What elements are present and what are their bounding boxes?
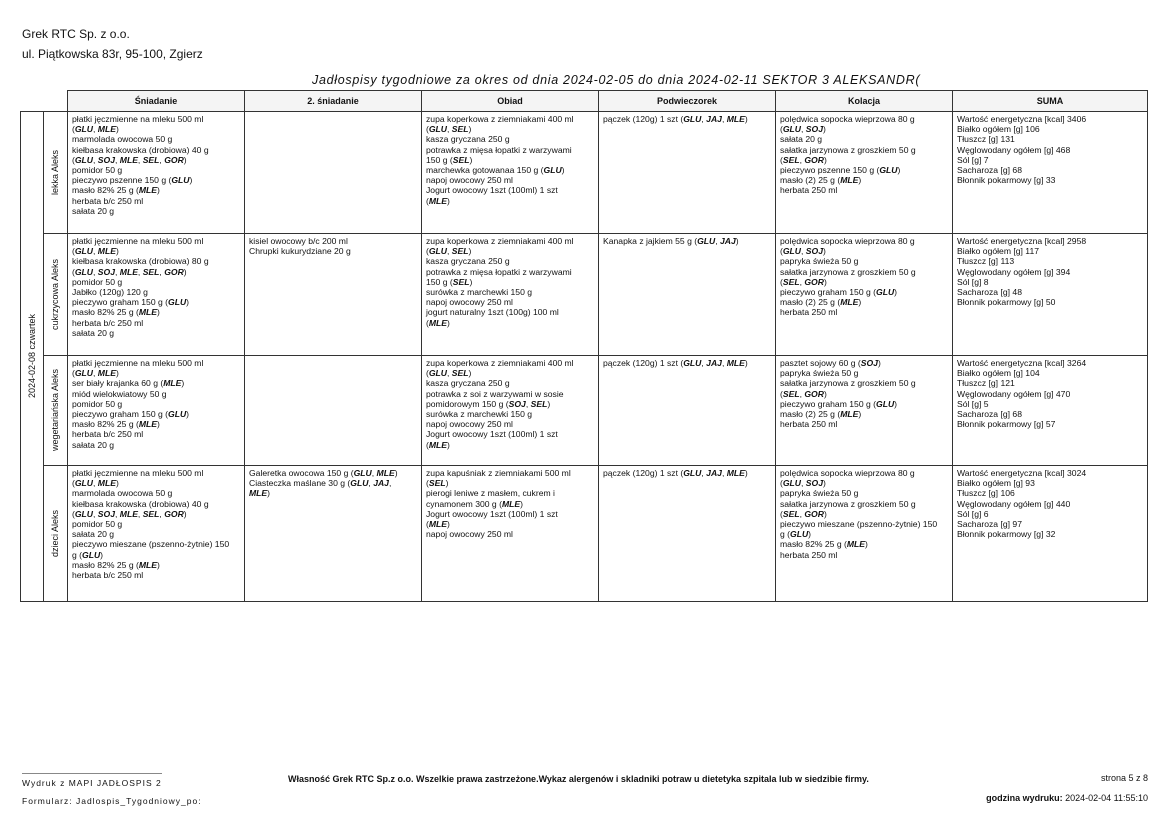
sniadanie-cell bbox=[68, 112, 245, 234]
footer-left bbox=[22, 773, 202, 810]
menu-line: Białko ogółem [g] 104 bbox=[957, 368, 1040, 379]
menu-line: napoj owocowy 250 ml bbox=[426, 175, 513, 186]
menu-line: pieczywo graham 150 g (GLU) bbox=[780, 398, 898, 409]
diet-name: wegetariańska Aleks bbox=[50, 369, 61, 452]
menu-line: Błonnik pokarmowy [g] 57 bbox=[957, 419, 1056, 430]
menu-line: herbata 250 ml bbox=[780, 185, 838, 196]
col-header-suma: SUMA bbox=[953, 91, 1148, 112]
menu-line: płatki jęczmienne na mleku 500 ml bbox=[72, 468, 204, 478]
menu-line: płatki jęczmienne na mleku 500 ml bbox=[72, 114, 204, 124]
date-cell bbox=[21, 112, 44, 602]
menu-line: płatki jęczmienne na mleku 500 ml bbox=[72, 358, 204, 368]
menu-line: napoj owocowy 250 ml bbox=[426, 529, 513, 540]
suma-cell bbox=[953, 112, 1148, 234]
menu-line: kasza gryczana 250 g bbox=[426, 256, 510, 267]
obiad-cell bbox=[422, 356, 599, 466]
sniadanie-cell bbox=[68, 234, 245, 356]
menu-line: napoj owocowy 250 ml bbox=[426, 297, 513, 308]
menu-line: Chrupki kukurydziane 20 g bbox=[249, 246, 351, 257]
menu-line: Sacharoza [g] 68 bbox=[957, 165, 1022, 176]
menu-line: pączek (120g) 1 szt (GLU, JAJ, MLE) bbox=[603, 114, 748, 124]
menu-line: g (GLU) bbox=[72, 549, 104, 560]
menu-line: Jabłko (120g) 120 g bbox=[72, 287, 148, 298]
col-header-obiad: Obiad bbox=[422, 91, 599, 112]
menu-line: herbata 250 ml bbox=[780, 307, 838, 318]
menu-line: polędwica sopocka wieprzowa 80 g bbox=[780, 468, 915, 478]
menu-line: pomidorowym 150 g (SOJ, SEL) bbox=[426, 398, 551, 409]
menu-line: (SEL, GOR) bbox=[780, 388, 827, 399]
print-time-value: 2024-02-04 11:55:10 bbox=[1065, 793, 1148, 803]
menu-line: Sól [g] 8 bbox=[957, 276, 989, 287]
menu-line: kiełbasa krakowska (drobiowa) 40 g bbox=[72, 144, 209, 155]
menu-line: Węglowodany ogółem [g] 394 bbox=[957, 266, 1071, 277]
col-header-kolacja: Kolacja bbox=[776, 91, 953, 112]
diet-row bbox=[21, 112, 1148, 234]
col-header-sniadanie: Śniadanie bbox=[68, 91, 245, 112]
menu-line: 150 g (SEL) bbox=[426, 154, 473, 165]
menu-line: herbata b/c 250 ml bbox=[72, 317, 144, 328]
menu-line: pomidor 50 g bbox=[72, 398, 123, 409]
menu-line: (GLU, MLE) bbox=[72, 124, 119, 135]
menu-line: (GLU, MLE) bbox=[72, 478, 119, 489]
menu-line: Jogurt owocowy 1szt (100ml) 1 szt bbox=[426, 508, 558, 519]
menu-line: (GLU, SOJ, MLE, SEL, GOR) bbox=[72, 266, 187, 277]
menu-line: pączek (120g) 1 szt (GLU, JAJ, MLE) bbox=[603, 468, 748, 478]
menu-line: Wartość energetyczna [kcal] 3264 bbox=[957, 358, 1087, 368]
menu-line: Węglowodany ogółem [g] 468 bbox=[957, 144, 1071, 155]
menu-line: polędwica sopocka wieprzowa 80 g bbox=[780, 236, 915, 246]
menu-line: Tłuszcz [g] 106 bbox=[957, 488, 1015, 499]
menu-line: Błonnik pokarmowy [g] 33 bbox=[957, 175, 1056, 186]
diet-name: cukrzycowa Aleks bbox=[50, 258, 61, 331]
menu-line: papryka świeża 50 g bbox=[780, 256, 859, 267]
menu-line: ser biały krajanka 60 g (MLE) bbox=[72, 378, 185, 389]
menu-line: herbata 250 ml bbox=[780, 419, 838, 430]
menu-line: (GLU, MLE) bbox=[72, 368, 119, 379]
menu-line: (GLU, SOJ) bbox=[780, 124, 826, 135]
menu-line: Galeretka owocowa 150 g (GLU, MLE) bbox=[249, 468, 398, 478]
menu-line: (GLU, SOJ) bbox=[780, 478, 826, 489]
menu-line: Sacharoza [g] 68 bbox=[957, 409, 1022, 420]
podwieczorek-cell bbox=[599, 466, 776, 602]
header-blank bbox=[21, 91, 44, 112]
menu-line: Białko ogółem [g] 117 bbox=[957, 246, 1040, 257]
menu-line: masło (2) 25 g (MLE) bbox=[780, 175, 862, 186]
menu-line: Białko ogółem [g] 93 bbox=[957, 478, 1035, 489]
menu-line: kiełbasa krakowska (drobiowa) 40 g bbox=[72, 498, 209, 509]
menu-line: pasztet sojowy 60 g (SOJ) bbox=[780, 358, 881, 368]
menu-line: zupa kapuśniak z ziemniakami 500 ml bbox=[426, 468, 571, 478]
menu-line: pieczywo graham 150 g (GLU) bbox=[72, 297, 190, 308]
menu-line: kasza gryczana 250 g bbox=[426, 134, 510, 145]
menu-line: Węglowodany ogółem [g] 470 bbox=[957, 388, 1071, 399]
menu-line: papryka świeża 50 g bbox=[780, 368, 859, 379]
podwieczorek-cell bbox=[599, 356, 776, 466]
menu-line: Białko ogółem [g] 106 bbox=[957, 124, 1040, 135]
menu-line: (SEL, GOR) bbox=[780, 276, 827, 287]
menu-line: (SEL, GOR) bbox=[780, 154, 827, 165]
diet-name-cell bbox=[44, 466, 68, 602]
header-blank bbox=[44, 91, 68, 112]
menu-line: (GLU, SEL) bbox=[426, 368, 472, 379]
menu-line: sałatka jarzynowa z groszkiem 50 g bbox=[780, 498, 916, 509]
menu-line: MLE) bbox=[249, 488, 271, 499]
menu-line: 150 g (SEL) bbox=[426, 276, 473, 287]
menu-line: kisiel owocowy b/c 200 ml bbox=[249, 236, 348, 246]
menu-line: Sól [g] 7 bbox=[957, 154, 989, 165]
menu-line: pierogi leniwe z masłem, cukrem i bbox=[426, 488, 555, 499]
menu-line: (GLU, MLE) bbox=[72, 246, 119, 257]
print-time-label: godzina wydruku: bbox=[986, 793, 1063, 803]
menu-line: (GLU, SOJ) bbox=[780, 246, 826, 257]
sniadanie-cell bbox=[68, 356, 245, 466]
diet-name-cell bbox=[44, 112, 68, 234]
obiad-cell bbox=[422, 234, 599, 356]
menu-line: pieczywo mieszane (pszenno-żytnie) 150 bbox=[780, 519, 938, 530]
menu-line: masło 82% 25 g (MLE) bbox=[72, 185, 160, 196]
menu-line: Wartość energetyczna [kcal] 2958 bbox=[957, 236, 1087, 246]
menu-line: (MLE) bbox=[426, 195, 450, 206]
menu-line: sałatka jarzynowa z groszkiem 50 g bbox=[780, 378, 916, 389]
menu-line: Jogurt owocowy 1szt (100ml) 1 szt bbox=[426, 429, 558, 440]
menu-line: miód wielokwiatowy 50 g bbox=[72, 388, 167, 399]
diet-row bbox=[21, 234, 1148, 356]
drugie-sniadanie-cell bbox=[245, 356, 422, 466]
menu-line: sałata 20 g bbox=[72, 529, 115, 540]
menu-line: marmolada owocowa 50 g bbox=[72, 488, 173, 499]
menu-line: sałata 20 g bbox=[72, 205, 115, 216]
suma-cell bbox=[953, 234, 1148, 356]
menu-line: (MLE) bbox=[426, 519, 450, 530]
menu-line: marmolada owocowa 50 g bbox=[72, 134, 173, 145]
menu-line: Sól [g] 5 bbox=[957, 398, 989, 409]
menu-line: masło (2) 25 g (MLE) bbox=[780, 409, 862, 420]
suma-cell bbox=[953, 466, 1148, 602]
menu-line: masło 82% 25 g (MLE) bbox=[780, 539, 868, 550]
menu-line: pieczywo pszenne 150 g (GLU) bbox=[780, 165, 901, 176]
document-title: Jadłospisy tygodniowe za okres od dnia 2024-02-05 do dnia 2024-02-11 SEKTOR 3 ALEKSANDR( bbox=[312, 73, 921, 87]
kolacja-cell bbox=[776, 356, 953, 466]
sniadanie-cell bbox=[68, 466, 245, 602]
drugie-sniadanie-cell bbox=[245, 112, 422, 234]
menu-line: (SEL, GOR) bbox=[780, 508, 827, 519]
menu-line: (GLU, SOJ, MLE, SEL, GOR) bbox=[72, 154, 187, 165]
menu-line: jogurt naturalny 1szt (100g) 100 ml bbox=[426, 307, 559, 318]
diet-name-cell bbox=[44, 356, 68, 466]
col-header-podwieczorek: Podwieczorek bbox=[599, 91, 776, 112]
menu-line: Błonnik pokarmowy [g] 32 bbox=[957, 529, 1056, 540]
menu-line: surówka z marchewki 150 g bbox=[426, 409, 533, 420]
menu-line: herbata b/c 250 ml bbox=[72, 195, 144, 206]
menu-line: cynamonem 300 g (MLE) bbox=[426, 498, 523, 509]
menu-line: g (GLU) bbox=[780, 529, 812, 540]
menu-line: herbata b/c 250 ml bbox=[72, 429, 144, 440]
menu-line: surówka z marchewki 150 g bbox=[426, 287, 533, 298]
page-number: strona 5 z 8 bbox=[1100, 773, 1148, 783]
menu-line: (MLE) bbox=[426, 439, 450, 450]
menu-line: Błonnik pokarmowy [g] 50 bbox=[957, 297, 1056, 308]
menu-line: Sacharoza [g] 48 bbox=[957, 287, 1022, 298]
printout-source: Wydruk z MAPI JADŁOSPIS 2 bbox=[22, 773, 162, 792]
menu-line: płatki jęczmienne na mleku 500 ml bbox=[72, 236, 204, 246]
menu-line: Tłuszcz [g] 121 bbox=[957, 378, 1015, 389]
menu-line: Kanapka z jajkiem 55 g (GLU, JAJ) bbox=[603, 236, 739, 246]
menu-line: (GLU, SOJ, MLE, SEL, GOR) bbox=[72, 508, 187, 519]
drugie-sniadanie-cell bbox=[245, 234, 422, 356]
diet-row bbox=[21, 356, 1148, 466]
menu-line: pieczywo pszenne 150 g (GLU) bbox=[72, 175, 193, 186]
menu-line: masło 82% 25 g (MLE) bbox=[72, 419, 160, 430]
menu-line: potrawka z mięsa łopatki z warzywami bbox=[426, 144, 572, 155]
menu-line: sałatka jarzynowa z groszkiem 50 g bbox=[780, 266, 916, 277]
diet-name-cell bbox=[44, 234, 68, 356]
diet-name: lekka Aleks bbox=[50, 149, 61, 196]
menu-line: sałatka jarzynowa z groszkiem 50 g bbox=[780, 144, 916, 155]
company-block bbox=[22, 24, 203, 64]
kolacja-cell bbox=[776, 466, 953, 602]
podwieczorek-cell bbox=[599, 112, 776, 234]
menu-line: pomidor 50 g bbox=[72, 165, 123, 176]
menu-line: sałata 20 g bbox=[72, 439, 115, 450]
menu-line: (GLU, SEL) bbox=[426, 124, 472, 135]
ownership-note: Własność Grek RTC Sp.z o.o. Wszelkie prawa zastrzeżone.Wykaz alergenów i skladniki potraw u dietetyka szpitala lub w siedzibie firmy. bbox=[288, 774, 869, 784]
menu-line: Wartość energetyczna [kcal] 3406 bbox=[957, 114, 1087, 124]
col-header-2-sniadanie: 2. śniadanie bbox=[245, 91, 422, 112]
menu-line: Jogurt owocowy 1szt (100ml) 1 szt bbox=[426, 185, 558, 196]
menu-line: napoj owocowy 250 ml bbox=[426, 419, 513, 430]
menu-line: masło 82% 25 g (MLE) bbox=[72, 307, 160, 318]
menu-line: pieczywo graham 150 g (GLU) bbox=[780, 287, 898, 298]
kolacja-cell bbox=[776, 112, 953, 234]
menu-table bbox=[20, 90, 1148, 602]
menu-line: Ciasteczka maślane 30 g (GLU, JAJ, bbox=[249, 478, 392, 489]
menu-line: marchewka gotowanaa 150 g (GLU) bbox=[426, 165, 565, 176]
menu-line: potrawka z mięsa łopatki z warzywami bbox=[426, 266, 572, 277]
menu-line: masło (2) 25 g (MLE) bbox=[780, 297, 862, 308]
company-address: ul. Piątkowska 83r, 95-100, Zgierz bbox=[22, 47, 203, 61]
menu-line: (MLE) bbox=[426, 317, 450, 328]
menu-line: pieczywo mieszane (pszenno-żytnie) 150 bbox=[72, 539, 230, 550]
menu-line: (GLU, SEL) bbox=[426, 246, 472, 257]
menu-line: zupa koperkowa z ziemniakami 400 ml bbox=[426, 236, 574, 246]
menu-line: Wartość energetyczna [kcal] 3024 bbox=[957, 468, 1087, 478]
diet-row bbox=[21, 466, 1148, 602]
menu-line: zupa koperkowa z ziemniakami 400 ml bbox=[426, 114, 574, 124]
menu-line: (SEL) bbox=[426, 478, 449, 489]
menu-line: masło 82% 25 g (MLE) bbox=[72, 559, 160, 570]
menu-line: potrawka z soi z warzywami w sosie bbox=[426, 388, 564, 399]
obiad-cell bbox=[422, 112, 599, 234]
menu-line: pomidor 50 g bbox=[72, 519, 123, 530]
menu-line: papryka świeża 50 g bbox=[780, 488, 859, 499]
print-time bbox=[986, 793, 1148, 803]
menu-line: Sól [g] 6 bbox=[957, 508, 989, 519]
menu-line: pomidor 50 g bbox=[72, 276, 123, 287]
kolacja-cell bbox=[776, 234, 953, 356]
podwieczorek-cell bbox=[599, 234, 776, 356]
menu-line: herbata b/c 250 ml bbox=[72, 570, 144, 581]
menu-line: sałata 20 g bbox=[72, 327, 115, 338]
menu-line: Węglowodany ogółem [g] 440 bbox=[957, 498, 1071, 509]
menu-line: herbata 250 ml bbox=[780, 549, 838, 560]
form-name: Formularz: Jadlospis_Tygodniowy_po: bbox=[22, 796, 202, 806]
menu-line: sałata 20 g bbox=[780, 134, 823, 145]
diet-name: dzieci Aleks bbox=[50, 509, 61, 558]
menu-line: zupa koperkowa z ziemniakami 400 ml bbox=[426, 358, 574, 368]
date-label: 2024-02-08 czwartek bbox=[26, 314, 37, 399]
menu-line: kasza gryczana 250 g bbox=[426, 378, 510, 389]
drugie-sniadanie-cell bbox=[245, 466, 422, 602]
header-row bbox=[21, 91, 1148, 112]
menu-line: pieczywo graham 150 g (GLU) bbox=[72, 409, 190, 420]
suma-cell bbox=[953, 356, 1148, 466]
menu-line: polędwica sopocka wieprzowa 80 g bbox=[780, 114, 915, 124]
company-name: Grek RTC Sp. z o.o. bbox=[22, 27, 130, 41]
menu-line: kiełbasa krakowska (drobiowa) 80 g bbox=[72, 256, 209, 267]
obiad-cell bbox=[422, 466, 599, 602]
menu-line: Tłuszcz [g] 131 bbox=[957, 134, 1015, 145]
menu-line: Tłuszcz [g] 113 bbox=[957, 256, 1015, 267]
menu-line: pączek (120g) 1 szt (GLU, JAJ, MLE) bbox=[603, 358, 748, 368]
menu-line: Sacharoza [g] 97 bbox=[957, 519, 1022, 530]
